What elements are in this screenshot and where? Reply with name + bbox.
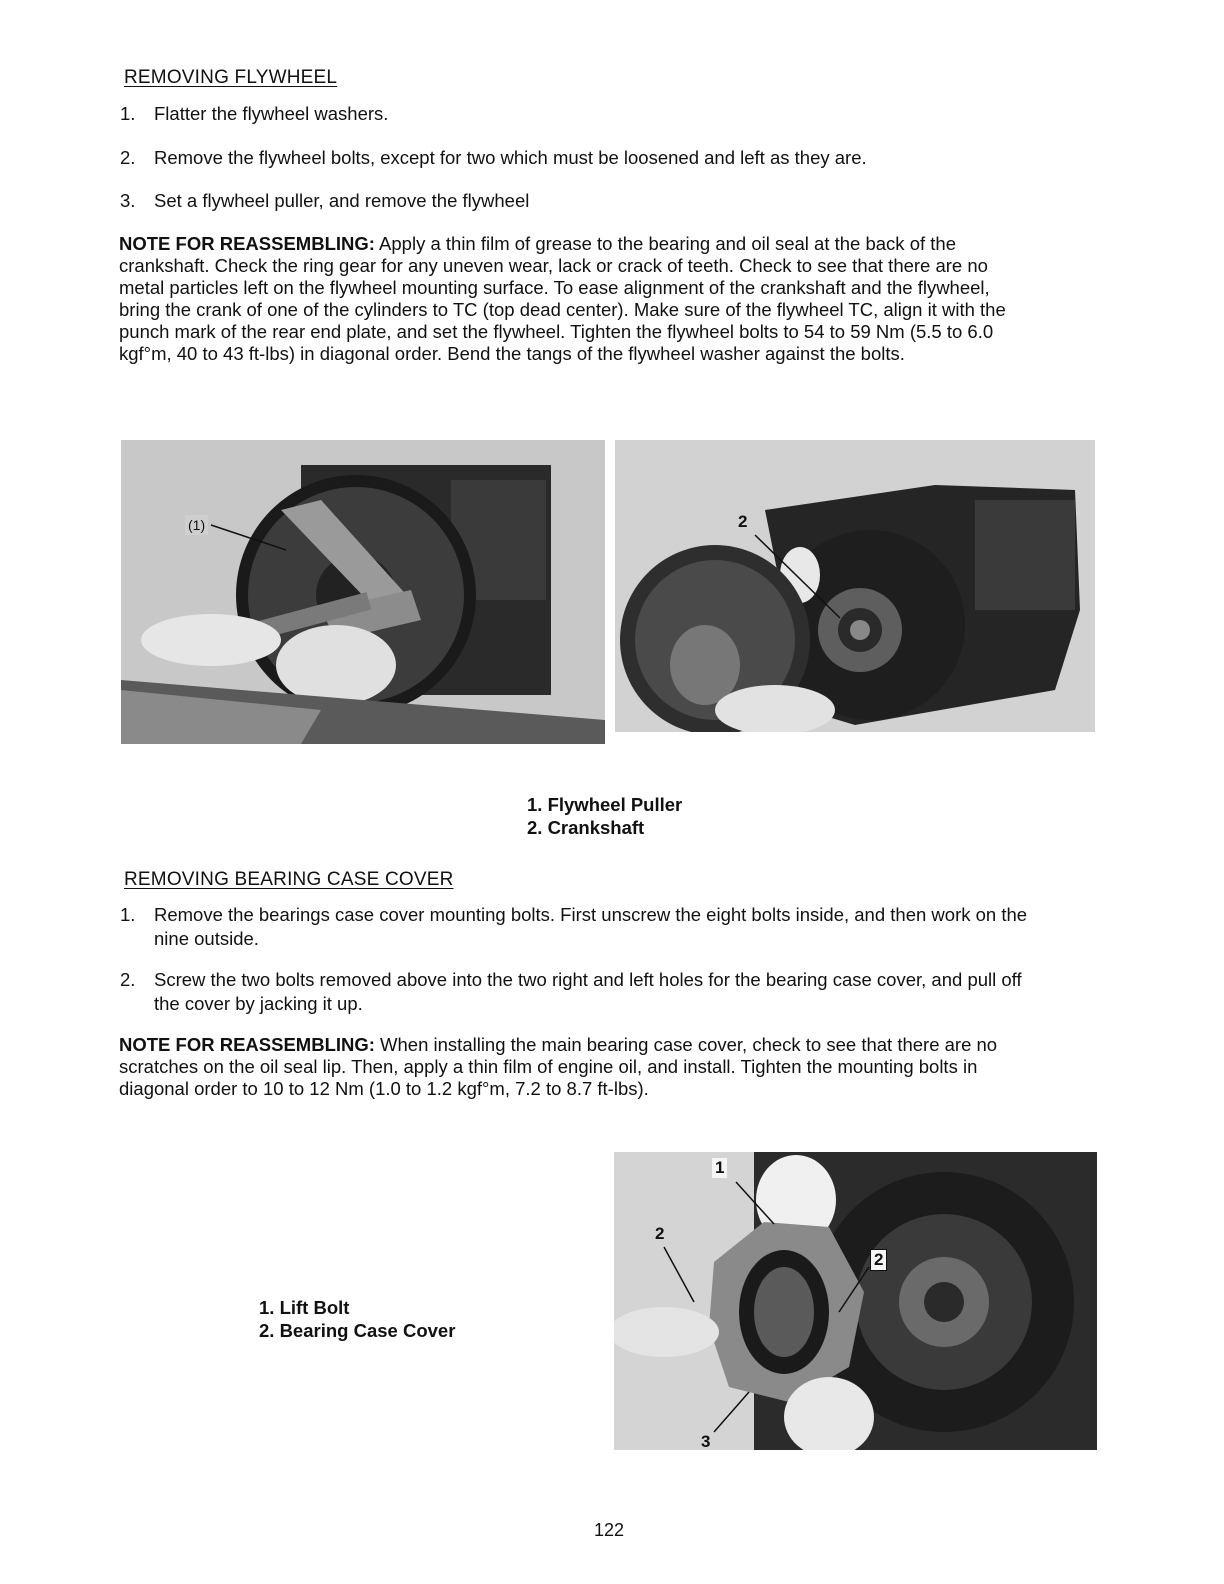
step-text: Remove the bearings case cover mounting bolts. First unscrew the eight bolts inside, and then work on the nine outside. (154, 904, 1028, 949)
step-number: 3. (120, 190, 136, 211)
step-1 (120, 903, 1040, 951)
flywheel-puller-illustration (121, 440, 605, 744)
step-2 (120, 146, 1040, 170)
callout-1: (1) (185, 515, 208, 535)
photo-bearing-case-cover (614, 1152, 1097, 1450)
caption-block-flywheel (527, 793, 682, 839)
reassembly-note-flywheel (119, 233, 1019, 365)
step-number: 1. (120, 904, 136, 925)
caption-block-bearing-case (259, 1296, 455, 1342)
page-number: 122 (594, 1520, 625, 1540)
reassembly-note-bearing-case (119, 1034, 1019, 1100)
step-number: 2. (120, 147, 136, 168)
note-label: NOTE FOR REASSEMBLING: (119, 233, 375, 254)
caption-flywheel-puller: 1. Flywheel Puller (527, 794, 683, 815)
callout-2: 2 (652, 1224, 667, 1244)
callout-2: 2 (735, 512, 750, 532)
callout-3: 3 (698, 1432, 713, 1450)
caption-bearing-case-cover: 2. Bearing Case Cover (259, 1320, 456, 1341)
note-label: NOTE FOR REASSEMBLING: (119, 1034, 375, 1055)
crankshaft-illustration (615, 440, 1095, 732)
step-text: Flatter the flywheel washers. (154, 103, 389, 124)
step-number: 1. (120, 103, 136, 124)
caption-crankshaft: 2. Crankshaft (527, 817, 645, 838)
step-2 (120, 968, 1040, 1016)
note-text: Apply a thin film of grease to the bearing and oil seal at the back of the crankshaft. Check the ring gear for any uneven wear, lack or crack of teeth. Check to see that there are no metal particles left on the flywheel mounting surface. To ease alignment of the crankshaft and the flywheel, bring the crank of one of the cylinders to TC (top dead center). Make sure of the flywheel TC, align it with the punch mark of the rear end plate, and set the flywheel. Tighten the flywheel bolts to 54 to 59 Nm (5.5 to 6.0 kgf°m, 40 to 43 ft-lbs) in diagonal order. Bend the tangs of the flywheel washer against the bolts. (119, 233, 1006, 364)
step-number: 2. (120, 969, 136, 990)
step-1 (120, 102, 1040, 126)
step-3 (120, 189, 1040, 213)
bearing-case-cover-illustration (614, 1152, 1097, 1450)
step-text: Set a flywheel puller, and remove the flywheel (154, 190, 530, 211)
note-text: When installing the main bearing case cover, check to see that there are no scratches on the oil seal lip. Then, apply a thin film of engine oil, and install. Tighten the mounting bolts in diagonal order to 10 to 12 Nm (1.0 to 1.2 kgf°m, 7.2 to 8.7 ft-lbs). (119, 1034, 998, 1099)
step-text: Remove the flywheel bolts, except for two which must be loosened and left as they are. (154, 147, 867, 168)
callout-2-boxed: 2 (870, 1249, 887, 1271)
section-heading-removing-bearing-case-cover: REMOVING BEARING CASE COVER (124, 869, 454, 890)
caption-lift-bolt: 1. Lift Bolt (259, 1297, 350, 1318)
photo-crankshaft (615, 440, 1095, 732)
photo-flywheel-puller (121, 440, 605, 744)
callout-1: 1 (712, 1158, 727, 1178)
section-heading-removing-flywheel: REMOVING FLYWHEEL (124, 67, 338, 88)
step-text: Screw the two bolts removed above into the two right and left holes for the bearing case cover, and pull off the cover by jacking it up. (154, 969, 1022, 1014)
